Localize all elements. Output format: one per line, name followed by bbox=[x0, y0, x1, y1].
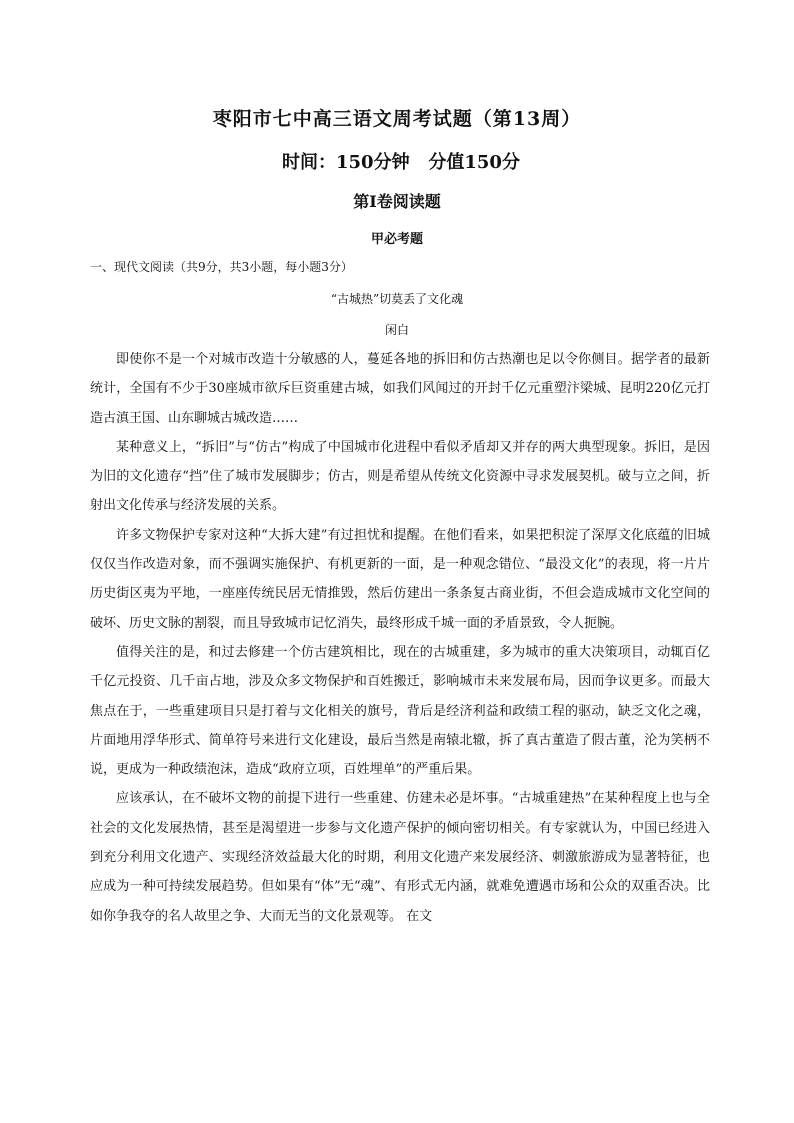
article-paragraph: 值得关注的是，和过去修建一个仿古建筑相比，现在的古城重建，多为城市的重大决策项目，动辄百亿千亿元投资、几千亩占地，涉及众多文物保护和百姓搬迁，影响城市未来发展布局，因而争议更多。而最大焦点在于，一些重建项目只是打着与文化相关的旗号，背后是经济利益和政绩工程的驱动，缺乏文化之魂，片面地用浮华形式、简单符号来进行文化建设，最后当然是南辕北辙，拆了真古董造了假古董，沦为笑柄不说，更成为一种政绩泡沫，造成“政府立项，百姓埋单”的严重后果。 bbox=[90, 644, 710, 778]
section-heading: 第Ⅰ卷阅读题 bbox=[353, 192, 441, 211]
article-paragraph: 许多文物保护专家对这种“大拆大建”有过担忧和提醒。在他们看来，如果把积淀了深厚文化底蕴的旧城仅仅当作改造对象，而不强调实施保护、有机更新的一面，是一种观念错位、“最没文化”的表现，将一片片历史街区夷为平地，一座座传统民居无情推毁，然后仿建出一条条复古商业街，不但会造成城市文化空间的破坏、历史文脉的割裂，而且导致城市记忆消失，最终形成千城一面的矛盾景致，令人扼腕。 bbox=[90, 527, 710, 631]
section-subheading: 甲必考题 bbox=[370, 232, 423, 247]
article-paragraph: 即使你不是一个对城市改造十分敏感的人，蔓延各地的拆旧和仿古热潮也足以令你侧目。据学者的最新统计，全国有不少于30座城市欲斥巨资重建古城，如我们风闻过的开封千亿元重塑汴梁城、昆明220亿元打造古滇王国、山东聊城古城改造…… bbox=[90, 352, 710, 426]
article-paragraph: 应该承认，在不破坏文物的前提下进行一些重建、仿建未必是坏事。“古城重建热”在某种程度上也与全社会的文化发展热情，甚至是渴望进一步参与文化遗产保护的倾向密切相关。有专家就认为，中国已经进入到充分利用文化遗产、实现经济效益最大化的时期，利用文化遗产来发展经济、刺激旅游成为显著特征，也应成为一种可持续发展趋势。但如果有“体”无“魂”、有形式无内涵，就难免遭遇市场和公众的双重否决。比如你争我夺的名人故里之争、大而无当的文化景观等。 在文 bbox=[90, 791, 710, 924]
article-author: 闲白 bbox=[384, 323, 409, 337]
article-paragraph: 某种意义上，“拆旧”与“仿古”构成了中国城市化进程中看似矛盾却又并存的两大典型现象。拆旧，是因为旧的文化遗存“挡”住了城市发展脚步；仿古，则是希望从传统文化资源中寻求发展契机。破与立之间，折射出文化传承与经济发展的关系。 bbox=[90, 439, 710, 514]
article-body bbox=[90, 345, 710, 931]
question-instruction: 一、现代文阅读（共9分，共3小题，每小题3分） bbox=[90, 260, 353, 274]
article-title: “古城热”切莫丢了文化魂 bbox=[330, 292, 464, 306]
exam-title: 枣阳市七中高三语文周考试题（第13周） bbox=[212, 108, 582, 130]
exam-time-score: 时间：150分钟 分值150分 bbox=[282, 152, 520, 173]
